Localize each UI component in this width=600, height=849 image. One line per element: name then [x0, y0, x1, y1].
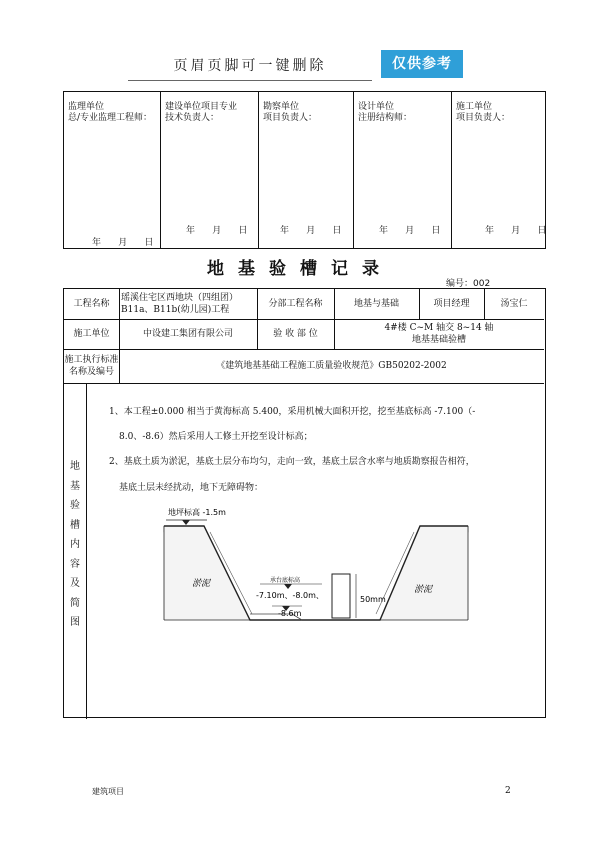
base-elevation-deep: -8.6m	[278, 609, 302, 618]
project-name-value: 瑶溪住宅区西地块（四组团）B11a、B11b(幼儿园)工程	[121, 293, 239, 315]
project-manager-label: 项目经理	[433, 299, 470, 309]
side-label-char: 简	[70, 597, 80, 609]
document-number: 编号：002	[446, 279, 491, 289]
signature-survey	[259, 92, 354, 248]
ground-level-label: 地坪标高 -1.5m	[168, 508, 226, 517]
signature-role: 项目负责人：	[456, 113, 511, 123]
soil-left	[164, 526, 250, 620]
page-title: 地基验槽记录	[207, 259, 393, 279]
signature-role: 总/专业监理工程师：	[68, 113, 153, 123]
paragraph-1-line-1: 1、本工程±0.000 相当于黄海标高 5.400，采用机械大面积开挖，挖至基底标高 -7.100（-	[109, 407, 476, 417]
signature-date: 年 月 日	[379, 226, 441, 236]
side-label-char: 地	[70, 461, 80, 472]
header-note: 页眉页脚可一键删除	[128, 52, 372, 81]
signature-role: 项目负责人：	[263, 113, 318, 123]
signature-date: 年 月 日	[485, 226, 547, 236]
inspect-location-axis: 4#楼 C~M 轴交 8~14 轴	[384, 323, 494, 333]
signature-role: 注册结构师：	[358, 113, 413, 123]
base-elevation-levels: -7.10m、-8.0m、	[256, 591, 324, 600]
signature-org: 施工单位	[456, 102, 493, 112]
signature-design	[354, 92, 452, 248]
sub-project-label: 分部工程名称	[268, 299, 323, 309]
signature-owner	[161, 92, 259, 248]
signature-table	[63, 91, 546, 249]
inspection-form	[63, 288, 546, 718]
signature-org: 勘察单位	[263, 102, 300, 112]
paragraph-1-line-2: 8.0、-8.6）然后采用人工修土开挖至设计标高；	[119, 432, 313, 442]
signature-supervisor	[64, 92, 161, 248]
signature-date: 年 月 日	[280, 226, 342, 236]
soil-right-label: 淤泥	[414, 585, 433, 595]
side-label-char: 容	[70, 558, 80, 570]
content-side-label	[64, 457, 86, 633]
foundation-trench-diagram	[152, 502, 482, 652]
pile-cap	[332, 574, 350, 618]
sub-project-value: 地基与基础	[353, 299, 399, 309]
paragraph-2-line-1: 2、基底土质为淤泥，基底土层分布均匀，走向一致，基底土层含水率与地质勘察报告相符，	[109, 457, 475, 467]
project-manager-value: 汤宝仁	[500, 299, 528, 309]
signature-org: 监理单位	[68, 102, 105, 112]
side-label-char: 内	[70, 539, 80, 550]
footer-left: 建筑项目	[92, 787, 124, 796]
signature-org: 建设单位项目专业	[165, 102, 238, 112]
inspect-location-value	[334, 319, 544, 349]
inspect-location-label: 验 收 部 位	[273, 329, 318, 339]
soil-right	[380, 526, 468, 620]
page-number: 2	[505, 786, 511, 796]
standard-value: 《建筑地基基础工程施工质量验收规范》GB50202-2002	[216, 361, 447, 371]
signature-construction	[452, 92, 547, 248]
signature-date: 年 月 日	[92, 238, 154, 248]
signature-org: 设计单位	[358, 102, 395, 112]
inspect-location-desc: 地基基础验槽	[411, 335, 466, 345]
standard-label: 施工执行标准 名称及编号	[64, 355, 119, 377]
paragraph-2-line-2: 基底土层未经扰动，地下无障碍物：	[119, 483, 264, 493]
signature-role: 技术负责人：	[165, 113, 220, 123]
side-label-char: 图	[70, 617, 80, 628]
contractor-value: 中设建工集团有限公司	[142, 329, 233, 339]
contractor-label: 施工单位	[73, 329, 110, 339]
base-elevation-title: 承台底标高	[270, 577, 301, 584]
dimension-label: 50mm	[360, 595, 386, 604]
side-label-char: 验	[70, 500, 80, 511]
side-label-char: 槽	[70, 519, 80, 531]
signature-date: 年 月 日	[186, 226, 248, 236]
reference-badge: 仅供参考	[381, 50, 463, 78]
soil-left-label: 淤泥	[192, 579, 211, 589]
side-label-char: 基	[70, 480, 80, 492]
side-label-char: 及	[70, 578, 80, 589]
project-name-label: 工程名称	[73, 299, 110, 309]
